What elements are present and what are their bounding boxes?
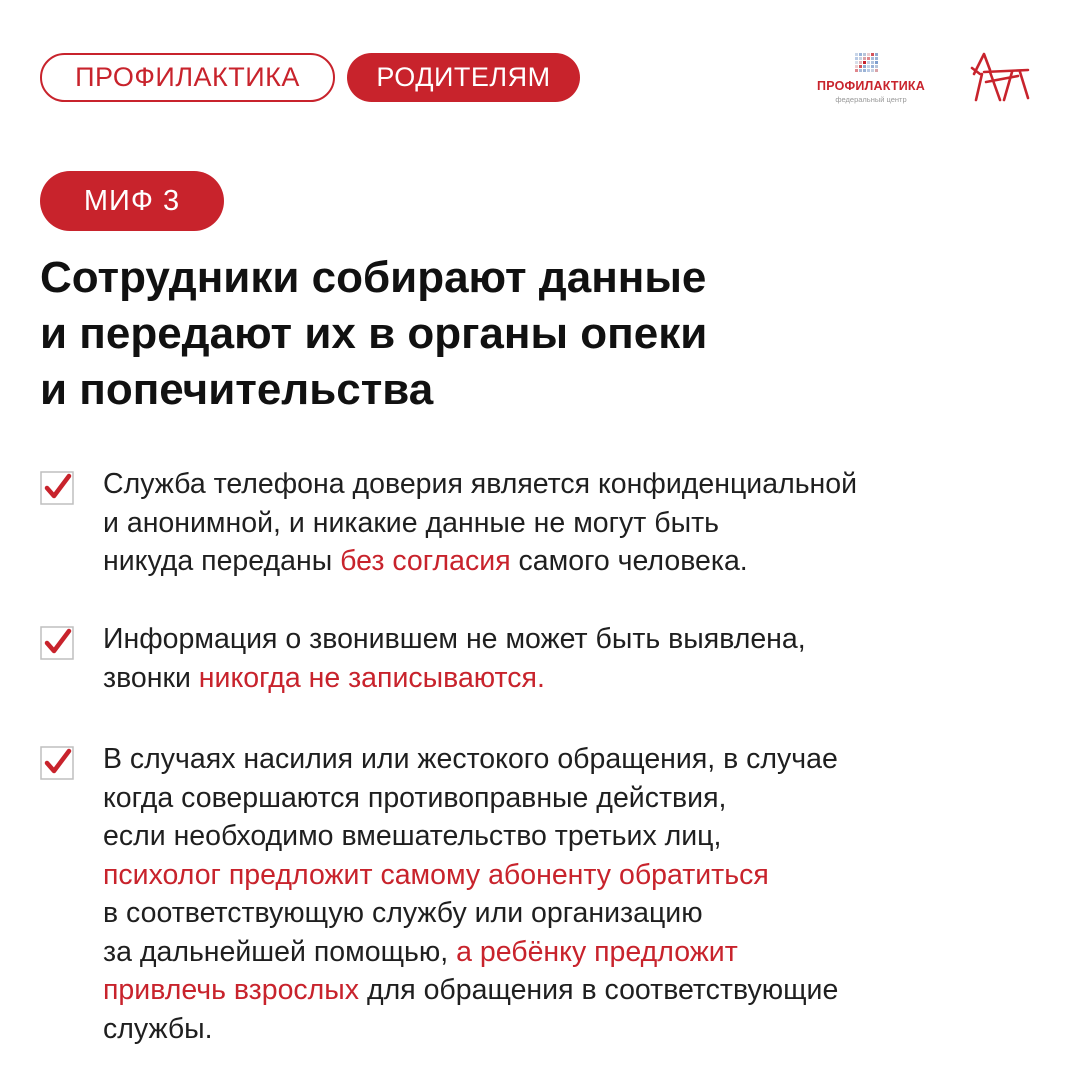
logo-dot	[863, 53, 866, 56]
body-text: звонки	[103, 661, 199, 694]
logo-name: ПРОФИЛАКТИКА	[817, 79, 925, 93]
logo-dot	[867, 61, 870, 64]
logo-dot	[855, 69, 858, 72]
logo-dot	[859, 65, 862, 68]
body-text: если необходимо вмешательство третьих лиц,	[103, 820, 722, 852]
logo-dot	[859, 69, 862, 72]
body-text: самого человека.	[510, 545, 748, 577]
logo-dot	[871, 53, 874, 56]
body-text: службы.	[103, 1012, 213, 1045]
list-item-text	[103, 465, 1043, 581]
logo-dot	[863, 69, 866, 72]
list-item-text	[103, 620, 1043, 697]
body-text: за дальнейшей помощью,	[103, 935, 457, 968]
headline-line-2: и передают их в органы опеки	[40, 309, 708, 358]
logo-dot	[863, 57, 866, 60]
logo-dot	[871, 69, 874, 72]
highlighted-text: а ребёнку предложит	[456, 935, 738, 968]
myth-badge	[40, 171, 224, 231]
myth-badge-label: МИФ 3	[83, 184, 181, 217]
tag-prevention-label: ПРОФИЛАКТИКА	[75, 62, 300, 92]
body-text: и анонимной, и никакие данные не могут быть	[103, 506, 719, 539]
logo-dot	[855, 61, 858, 64]
logo-dot	[859, 57, 862, 60]
horse-lines-icon	[970, 52, 1032, 104]
highlighted-text: без согласия	[340, 545, 511, 577]
logo-dot	[875, 69, 878, 72]
logo-dot	[875, 65, 878, 68]
body-text: В случаях насилия или жестокого обращения, в случае	[103, 743, 838, 775]
logo-dot	[875, 57, 878, 60]
body-text: Информация о звонившем не может быть выявлена,	[103, 623, 806, 655]
logo-dot	[867, 53, 870, 56]
logo-dot	[867, 57, 870, 60]
logo-dot	[875, 61, 878, 64]
tag-parents[interactable]	[347, 53, 580, 102]
dotted-grid-icon	[855, 53, 879, 73]
body-text: для обращения в соответствующие	[359, 974, 839, 1006]
headline-line-3: и попечительства	[40, 365, 434, 414]
prevention-center-logo	[800, 50, 940, 110]
checkmark-icon	[40, 626, 74, 660]
logo-dot	[863, 65, 866, 68]
body-text: когда совершаются противоправные действия,	[103, 781, 727, 814]
logo-dot	[855, 65, 858, 68]
body-text: в соответствующую службу или организацию	[103, 897, 703, 929]
logo-dot	[859, 61, 862, 64]
logo-dot	[863, 61, 866, 64]
logo-dot	[855, 57, 858, 60]
logo-dot	[859, 53, 862, 56]
checkmark-icon	[40, 746, 74, 780]
headline-line-1: Сотрудники собирают данные	[40, 253, 707, 302]
logo-subtitle: федеральный центр	[835, 95, 907, 104]
body-text: Служба телефона доверия является конфиденциальной	[103, 468, 858, 500]
logo-dot	[871, 65, 874, 68]
list-item-text	[103, 740, 1043, 1048]
logo-dot	[867, 69, 870, 72]
highlighted-text: психолог предложит самому абоненту обратиться	[103, 858, 769, 891]
headline	[40, 250, 860, 418]
logo-dot	[871, 61, 874, 64]
logo-dot	[871, 57, 874, 60]
logo-dot	[875, 53, 878, 56]
tag-prevention[interactable]	[40, 53, 335, 102]
checkmark-icon	[40, 471, 74, 505]
body-text: никуда переданы	[103, 545, 341, 577]
highlighted-text: привлечь взрослых	[103, 974, 360, 1006]
logo-dot	[867, 65, 870, 68]
tag-parents-label: РОДИТЕЛЯМ	[376, 62, 551, 92]
highlighted-text: никогда не записываются.	[198, 661, 545, 694]
logo-dot	[855, 53, 858, 56]
